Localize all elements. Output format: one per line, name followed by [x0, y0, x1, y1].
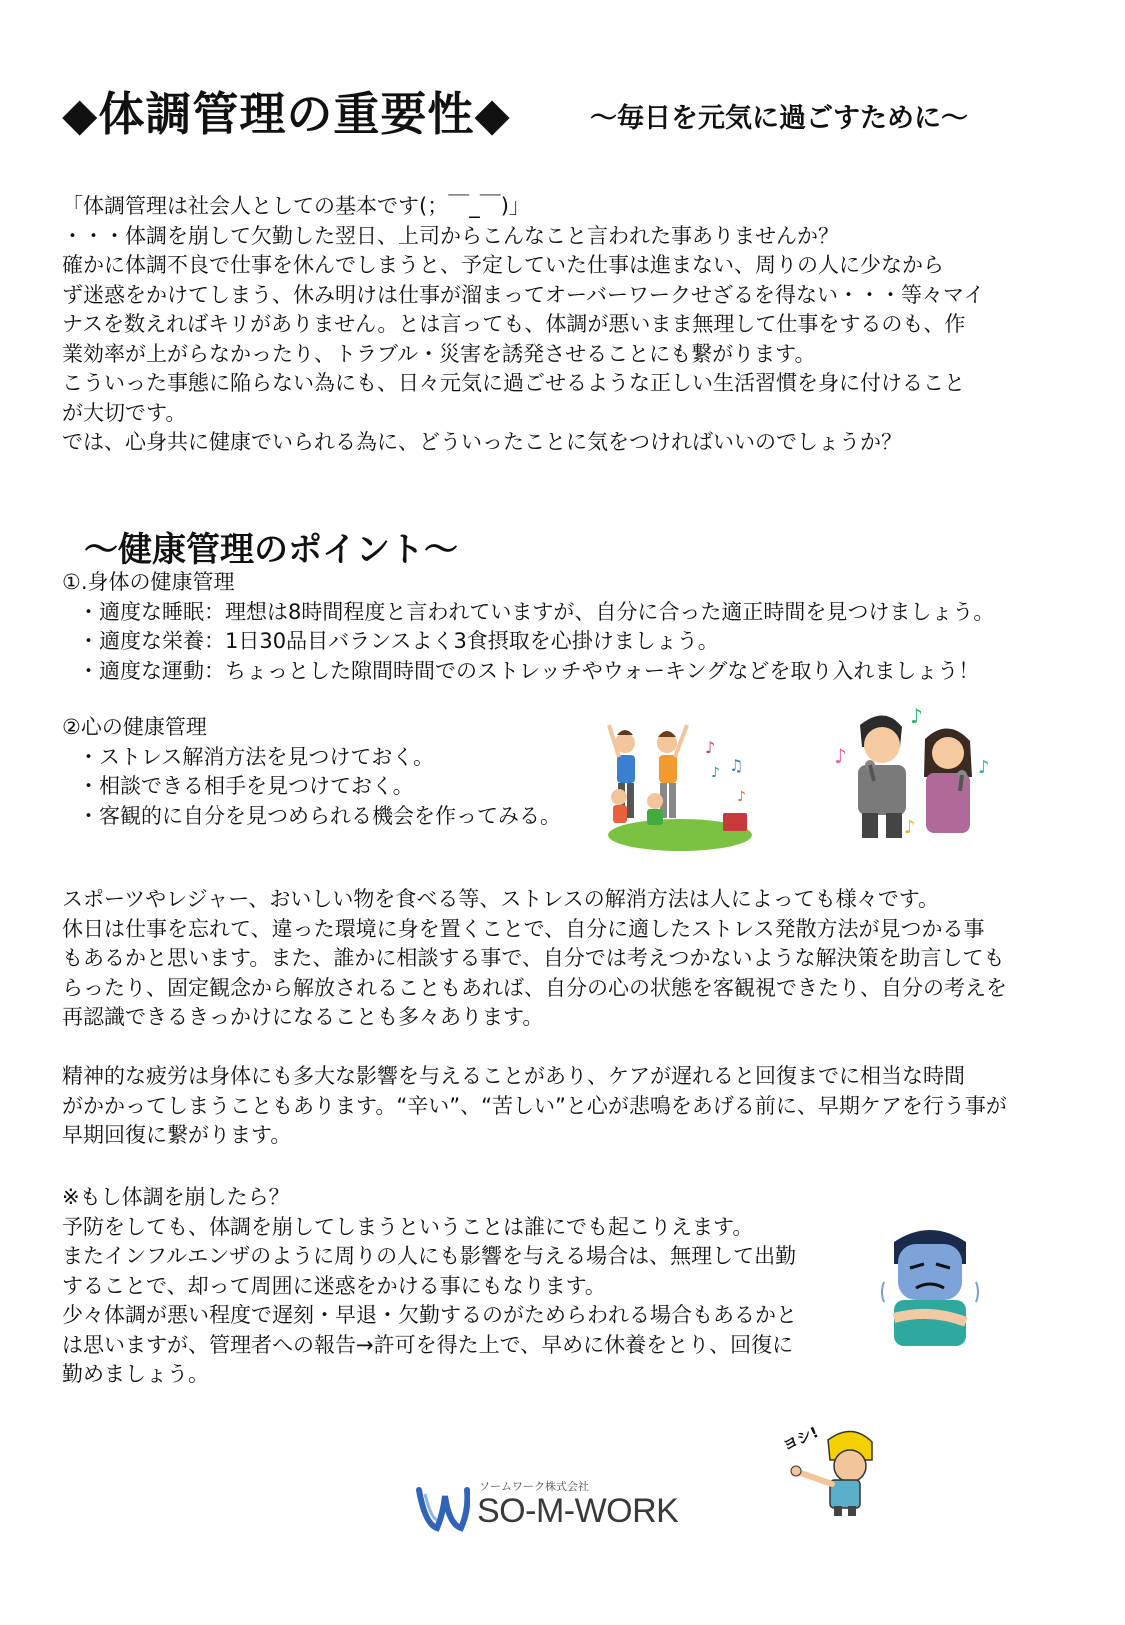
body-health-item: ・適度な睡眠：理想は8時間程度と言われていますが、自分に合った適正時間を見つけましょう。: [78, 599, 995, 624]
if-sick-title: ※もし体調を崩したら？: [62, 1185, 290, 1209]
mind-health-section: [62, 713, 622, 831]
page-title: ◆体調管理の重要性◆: [62, 87, 511, 141]
stress-line: らったり、固定観念から解放されることもあれば、自分の心の状態を客観視できたり、自分の考えを: [62, 975, 1007, 1000]
intro-line: 業効率が上がらなかったり、トラブル・災害を誘発させることにも繋がります。: [62, 341, 816, 366]
intro-line: ず迷惑をかけてしまう、休み明けは仕事が溜まってオーバーワークせざるを得ない・・・等々マイ: [62, 282, 985, 307]
mascot-speech: ヨシ!: [780, 1423, 822, 1455]
company-kana: ソームワーク株式会社: [479, 1480, 589, 1493]
mind-health-item: ・ストレス解消方法を見つけておく。: [78, 744, 434, 769]
logo-wave-icon: [415, 1484, 470, 1534]
stress-line: 再認識できるきっかけになることも多々あります。: [62, 1005, 544, 1029]
stress-paragraph: [62, 885, 1112, 1033]
stress-line: もあるかと思います。また、誰かに相談する事で、自分では考えつかないような解決策を助言しても: [62, 946, 1005, 970]
section-heading: ～健康管理のポイント～: [84, 530, 458, 570]
fatigue-paragraph: [62, 1062, 1112, 1151]
svg-text:♪: ♪: [910, 705, 923, 728]
company-name: SO-M-WORK: [477, 1492, 679, 1530]
svg-text:♪: ♪: [737, 789, 746, 805]
if-sick-line: は思いますが、管理者への報告→許可を得た上で、早めに休養をとり、回復に: [62, 1332, 794, 1357]
exercise-family-illustration: [605, 715, 755, 855]
body-health-section: [62, 568, 1102, 686]
svg-text:♫: ♫: [729, 756, 744, 775]
body-health-item: ・適度な運動：ちょっとした隙間時間でのストレッチやウォーキングなどを取り入れましょう！: [78, 658, 980, 683]
page-subtitle: ～毎日を元気に過ごすために～: [590, 103, 968, 134]
stress-line: 休日は仕事を忘れて、違った環境に身を置くことで、自分に適したストレス発散方法が見つかる事: [62, 916, 985, 941]
if-sick-section: [62, 1183, 882, 1390]
intro-line: では、心身共に健康でいられる為に、どういったことに気をつければいいのでしょうか？: [62, 430, 902, 454]
fatigue-line: がかかってしまうこともあります。“辛い”、“苦しい”と心が悲鳴をあげる前に、早期ケアを行う事が: [62, 1093, 1007, 1118]
mind-health-title: ②心の健康管理: [62, 715, 207, 739]
intro-line: こういった事態に陥らない為にも、日々元気に過ごせるような正しい生活習慣を身に付けること: [62, 371, 965, 395]
intro-line: ・・・体調を崩して欠勤した翌日、上司からこんなこと言われた事ありませんか？: [62, 223, 839, 248]
intro-paragraph: [62, 192, 1072, 458]
if-sick-line: 少々体調が悪い程度で遅刻・早退・欠勤するのがためらわれる場合もあるかと: [62, 1303, 797, 1327]
if-sick-line: することで、却って周囲に迷惑をかける事にもなります。: [62, 1273, 606, 1298]
intro-line: ナスを数えればキリがありません。とは言っても、体調が悪いまま無理して仕事をするのも、作: [62, 312, 966, 336]
mind-health-item: ・客観的に自分を見つめられる機会を作ってみる。: [78, 803, 561, 828]
sick-person-illustration: [880, 1222, 980, 1347]
fatigue-line: 早期回復に繋がります。: [62, 1123, 292, 1147]
intro-line: 確かに体調不良で仕事を休んでしまうと、予定していた仕事は進まない、周りの人に少なから: [62, 253, 944, 277]
svg-text:♪: ♪: [978, 757, 990, 778]
fatigue-line: 精神的な疲労は身体にも多大な影響を与えることがあり、ケアが遅れると回復までに相当な時間: [62, 1064, 965, 1088]
safety-mascot: [778, 1418, 878, 1518]
body-health-title: ①.身体の健康管理: [62, 570, 235, 594]
company-logo: [415, 1474, 705, 1539]
karaoke-couple-illustration: [830, 705, 995, 840]
mind-health-item: ・相談できる相手を見つけておく。: [78, 774, 414, 798]
if-sick-line: 勤めましょう。: [62, 1362, 209, 1386]
if-sick-line: またインフルエンザのように周りの人にも影響を与える場合は、無理して出勤: [62, 1244, 797, 1268]
svg-text:♪: ♪: [834, 744, 847, 768]
stress-line: スポーツやレジャー、おいしい物を食べる等、ストレスの解消方法は人によっても様々です。: [62, 887, 940, 911]
intro-line: 「体調管理は社会人としての基本です(；￣_￣)」: [62, 194, 530, 218]
body-health-item: ・適度な栄養：1日30品目バランスよく3食摂取を心掛けましょう。: [78, 629, 719, 653]
svg-text:♪: ♪: [705, 738, 716, 757]
intro-line: が大切です。: [62, 400, 187, 425]
svg-text:♪: ♪: [711, 765, 720, 781]
svg-text:♪: ♪: [904, 817, 916, 838]
if-sick-line: 予防をしても、体調を崩してしまうということは誰にでも起こりえます。: [62, 1214, 754, 1239]
